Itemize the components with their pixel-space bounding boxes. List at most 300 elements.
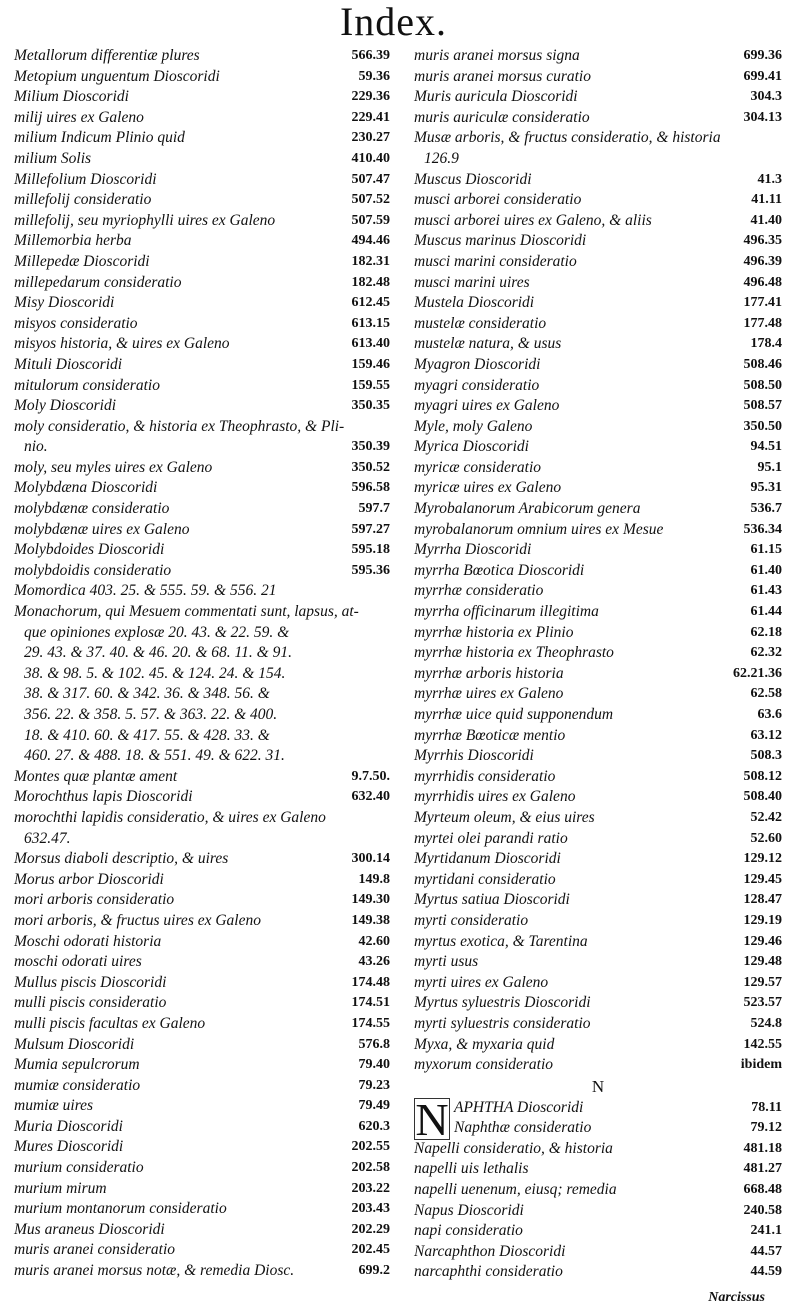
index-entry	[14, 67, 390, 88]
entry-term: myagri uires ex Galeno	[414, 397, 560, 415]
index-entry	[14, 293, 390, 314]
entry-page-ref: 597.27	[351, 521, 390, 537]
entry-term: Narcaphthon Dioscoridi	[414, 1242, 566, 1260]
entry-term: Mures Dioscoridi	[14, 1138, 124, 1156]
entry-page-ref: 494.46	[351, 233, 390, 249]
entry-term: molybdænæ uires ex Galeno	[14, 520, 190, 538]
entry-term: Millefolium Dioscoridi	[14, 170, 157, 188]
entry-page-ref: 595.36	[351, 562, 390, 578]
entry-page-ref: 481.18	[743, 1140, 782, 1156]
entry-term: narcaphthi consideratio	[414, 1263, 563, 1281]
index-entry	[14, 932, 390, 953]
index-entry	[14, 458, 390, 479]
index-entry	[414, 890, 782, 911]
entry-page-ref: 597.7	[358, 501, 390, 517]
entry-page-ref: 61.43	[750, 583, 782, 599]
entry-page-ref: 174.48	[351, 974, 390, 990]
entry-term: myrrhæ uice quid supponendum	[414, 706, 614, 723]
index-entry	[14, 87, 390, 108]
entry-page-ref: 304.3	[750, 89, 782, 105]
entry-page-ref: 508.46	[743, 356, 782, 372]
entry-term: Myrobalanorum Arabicorum genera	[414, 500, 641, 518]
entry-term: mulli piscis consideratio	[14, 994, 167, 1012]
entry-page-ref: 59.36	[358, 68, 390, 84]
entry-term: myrrhæ historia ex Theophrasto	[414, 644, 614, 662]
entry-page-ref: 9.7.50.	[351, 768, 390, 784]
entry-page-ref: 536.7	[750, 501, 782, 517]
entry-term: mustelæ consideratio	[414, 314, 547, 332]
entry-page-ref: 43.26	[358, 954, 390, 970]
entry-term: Montes quæ plantæ ament	[14, 767, 178, 785]
entry-term: Monachorum, qui Mesuem commentati sunt, lapsus, at-	[14, 603, 359, 621]
entry-term: muris aranei consideratio	[14, 1241, 176, 1259]
entry-term: myricæ uires ex Galeno	[414, 479, 562, 497]
entry-page-ref: 62.58	[750, 686, 782, 702]
entry-page-ref: 202.55	[351, 1139, 390, 1155]
entry-term: Mulsum Dioscoridi	[14, 1035, 135, 1053]
index-entry	[14, 355, 390, 376]
index-entry	[414, 1139, 782, 1160]
entry-term: APHTHA Dioscoridi	[454, 1098, 584, 1116]
entry-page-ref: 508.50	[743, 377, 782, 393]
entry-term: millepedarum consideratio	[14, 273, 182, 291]
index-entry	[414, 170, 782, 191]
entry-page-ref: 142.55	[743, 1036, 782, 1052]
entry-page-ref: 177.48	[743, 315, 782, 331]
entry-term: myrrhidis uires ex Galeno	[414, 788, 576, 806]
index-entry	[414, 1159, 782, 1180]
entry-term: Myrrhis Dioscoridi	[414, 747, 534, 765]
index-entry	[414, 1201, 782, 1222]
entry-term: myrtus exotica, & Tarentina	[414, 932, 588, 950]
entry-page-ref: 508.3	[750, 748, 782, 764]
index-entry	[14, 1055, 390, 1076]
entry-page-ref: 229.41	[351, 109, 390, 125]
entry-term: molybdoidis consideratio	[14, 561, 172, 579]
entry-page-ref: 44.57	[750, 1243, 782, 1259]
index-entry	[414, 87, 782, 108]
entry-term: murium consideratio	[14, 1159, 144, 1177]
entry-term: nio.	[24, 438, 48, 456]
entry-page-ref: 159.55	[351, 377, 390, 393]
entry-page-ref: 350.52	[351, 459, 390, 475]
entry-page-ref: 596.58	[351, 480, 390, 496]
entry-page-ref: 613.15	[351, 315, 390, 331]
index-entry	[414, 396, 782, 417]
entry-page-ref: 129.19	[743, 912, 782, 928]
page-title: Index.	[339, 0, 448, 44]
index-entry	[414, 355, 782, 376]
entry-page-ref: 129.12	[743, 851, 782, 867]
index-entry	[414, 1180, 782, 1201]
entry-page-ref: 62.18	[750, 624, 782, 640]
entry-term: Myrtidanum Dioscoridi	[414, 850, 561, 868]
entry-term: myrrhæ arboris historia	[414, 664, 564, 682]
index-entry	[14, 602, 390, 623]
index-entry	[14, 108, 390, 129]
n-section	[414, 1093, 782, 1283]
index-entry	[14, 46, 390, 67]
entry-term: Mus araneus Dioscoridi	[14, 1220, 165, 1238]
entry-term: Myrica Dioscoridi	[414, 438, 529, 456]
entry-page-ref: 699.41	[743, 68, 782, 84]
index-entry	[414, 1118, 782, 1139]
index-entry	[14, 664, 390, 685]
entry-page-ref: 202.58	[351, 1160, 390, 1176]
index-entry	[414, 664, 782, 685]
entry-term: Milium Dioscoridi	[14, 88, 129, 106]
entry-page-ref: 202.45	[351, 1242, 390, 1258]
index-entry	[14, 581, 390, 602]
index-entry	[414, 952, 782, 973]
entry-page-ref: 230.27	[351, 130, 390, 146]
entry-page-ref: 79.23	[358, 1077, 390, 1093]
entry-term: napelli uis lethalis	[414, 1160, 529, 1178]
index-entry	[414, 231, 782, 252]
entry-page-ref: 128.47	[743, 892, 782, 908]
index-entry	[14, 437, 390, 458]
index-entry	[14, 643, 390, 664]
entry-term: myrrhæ uires ex Galeno	[414, 685, 564, 703]
index-entry	[414, 273, 782, 294]
entry-term: Misy Dioscoridi	[14, 294, 115, 312]
entry-term: myrrhæ consideratio	[414, 582, 544, 600]
entry-term: Millepedæ Dioscoridi	[14, 252, 150, 270]
entry-page-ref: 699.36	[743, 48, 782, 63]
index-entry	[14, 911, 390, 932]
entry-page-ref: 41.3	[757, 171, 782, 187]
index-entry	[414, 67, 782, 88]
entry-term: Myagron Dioscoridi	[414, 355, 541, 373]
entry-page-ref: 508.57	[743, 398, 782, 414]
entry-page-ref: 507.59	[351, 212, 390, 228]
index-entry	[14, 314, 390, 335]
entry-page-ref: 613.40	[351, 336, 390, 352]
entry-term: Morus arbor Dioscoridi	[14, 870, 164, 888]
index-entry	[414, 334, 782, 355]
catchword: Narcissus	[708, 1290, 765, 1305]
index-entry	[14, 623, 390, 644]
index-entry	[414, 787, 782, 808]
entry-term: Molybdæna Dioscoridi	[14, 479, 158, 497]
entry-term: myrrhidis consideratio	[414, 767, 556, 785]
index-entry	[14, 520, 390, 541]
index-entry	[14, 1076, 390, 1097]
index-entry	[414, 808, 782, 829]
entry-term: Naphthæ consideratio	[454, 1119, 592, 1137]
entry-term: mori arboris, & fructus uires ex Galeno	[14, 911, 261, 929]
entry-term: musci arborei consideratio	[414, 191, 582, 209]
entry-term: milij uires ex Galeno	[14, 108, 144, 126]
entry-term: Mullus piscis Dioscoridi	[14, 973, 167, 991]
index-entry	[414, 149, 782, 170]
entry-page-ref: 61.15	[750, 542, 782, 558]
index-entry	[414, 849, 782, 870]
entry-term: napi consideratio	[414, 1222, 523, 1240]
entry-term: Myrtus satiua Dioscoridi	[414, 891, 570, 909]
entry-page-ref: 668.48	[743, 1182, 782, 1198]
entry-page-ref: 182.31	[351, 253, 390, 269]
index-entry	[414, 726, 782, 747]
index-entry	[14, 211, 390, 232]
entry-term: Moschi odorati historia	[14, 932, 162, 950]
entry-page-ref: 61.40	[750, 562, 782, 578]
index-entry	[414, 911, 782, 932]
index-entry	[414, 767, 782, 788]
index-entry	[14, 231, 390, 252]
entry-term: myrrha Bœotica Dioscoridi	[414, 561, 585, 579]
index-entry	[14, 252, 390, 273]
entry-page-ref: 496.48	[743, 274, 782, 290]
entry-page-ref: 79.40	[358, 1057, 390, 1073]
entry-page-ref: 62.21.36	[733, 665, 782, 681]
entry-page-ref: 62.32	[750, 645, 782, 661]
entry-term: Metallorum differentiæ plures	[14, 47, 200, 64]
entry-page-ref: 129.45	[743, 871, 782, 887]
entry-term: myrtei olei parandi ratio	[414, 829, 568, 847]
index-entry	[414, 252, 782, 273]
entry-term: muris aranei morsus signa	[414, 47, 580, 64]
index-entry	[414, 561, 782, 582]
index-entry	[14, 540, 390, 561]
entry-page-ref: 350.35	[351, 398, 390, 414]
entry-term: Myrteum oleum, & eius uires	[414, 808, 595, 826]
entry-term: muris auriculæ consideratio	[414, 108, 590, 126]
index-entry	[14, 746, 390, 767]
entry-page-ref: 524.8	[750, 1015, 782, 1031]
entry-term: myrti uires ex Galeno	[414, 973, 549, 991]
entry-term: misyos historia, & uires ex Galeno	[14, 335, 230, 353]
entry-page-ref: 94.51	[750, 439, 782, 455]
entry-page-ref: 508.12	[743, 768, 782, 784]
entry-page-ref: 507.47	[351, 171, 390, 187]
section-letter: N	[591, 1076, 605, 1096]
entry-page-ref: 566.39	[351, 48, 390, 63]
index-entry	[414, 1055, 782, 1076]
entry-page-ref: 523.57	[743, 995, 782, 1011]
index-entry	[14, 973, 390, 994]
entry-term: Metopium unguentum Dioscoridi	[14, 67, 220, 85]
entry-page-ref: 182.48	[351, 274, 390, 290]
entry-page-ref: 202.29	[351, 1221, 390, 1237]
index-entry	[14, 849, 390, 870]
entry-term: mumiæ consideratio	[14, 1076, 141, 1094]
entry-page-ref: 52.42	[750, 809, 782, 825]
entry-page-ref: 350.50	[743, 418, 782, 434]
entry-term: mumiæ uires	[14, 1097, 94, 1115]
entry-term: Molybdoides Dioscoridi	[14, 541, 165, 559]
index-entry	[414, 684, 782, 705]
entry-term: myrti syluestris consideratio	[414, 1014, 591, 1032]
entry-page-ref: 149.38	[351, 912, 390, 928]
index-entry	[414, 1098, 782, 1119]
entry-term: que opiniones explosæ 20. 43. & 22. 59. &	[24, 623, 290, 641]
entry-page-ref: 63.6	[757, 707, 782, 722]
entry-term: mustelæ natura, & usus	[414, 335, 562, 353]
entry-term: moly consideratio, & historia ex Theophrasto, & Pli-	[14, 417, 345, 435]
entry-page-ref: 507.52	[351, 192, 390, 208]
entry-term: myrrha officinarum illegitima	[414, 603, 599, 621]
entry-page-ref: 42.60	[358, 933, 390, 949]
entry-term: Momordica 403. 25. & 555. 59. & 556. 21	[14, 582, 277, 600]
index-entry	[14, 1096, 390, 1117]
entry-term: napelli uenenum, eiusq; remedia	[414, 1181, 617, 1199]
index-entry	[414, 993, 782, 1014]
entry-page-ref: 350.39	[351, 439, 390, 455]
entry-term: Morsus diaboli descriptio, & uires	[14, 850, 229, 868]
entry-term: Mumia sepulcrorum	[14, 1056, 140, 1074]
index-entry	[414, 1035, 782, 1056]
index-entry	[14, 478, 390, 499]
index-entry	[414, 520, 782, 541]
entry-term: Mituli Dioscoridi	[14, 355, 123, 373]
entry-term: milium Indicum Plinio quid	[14, 129, 185, 147]
entry-page-ref: 177.41	[743, 295, 782, 311]
entry-term: millefolij, seu myriophylli uires ex Galeno	[14, 211, 276, 229]
entry-page-ref: 300.14	[351, 851, 390, 867]
entry-term: Mustela Dioscoridi	[414, 294, 535, 312]
entry-page-ref: 595.18	[351, 542, 390, 558]
entry-term: Muria Dioscoridi	[14, 1117, 123, 1135]
entry-page-ref: 203.43	[351, 1201, 390, 1217]
index-entry	[414, 190, 782, 211]
entry-term: musci arborei uires ex Galeno, & aliis	[414, 211, 652, 229]
entry-page-ref: 149.30	[351, 892, 390, 908]
index-entry	[14, 1158, 390, 1179]
entry-term: Muscus Dioscoridi	[414, 170, 532, 188]
entry-term: Muscus marinus Dioscoridi	[414, 232, 587, 250]
index-entry	[414, 1262, 782, 1283]
entry-term: myxorum consideratio	[414, 1056, 554, 1074]
index-entry	[414, 746, 782, 767]
entry-term: myrti usus	[414, 953, 479, 971]
index-entry	[14, 1220, 390, 1241]
entry-page-ref: 612.45	[351, 295, 390, 311]
entry-page-ref: 52.60	[750, 830, 782, 846]
index-entry	[414, 437, 782, 458]
entry-page-ref: 241.1	[750, 1223, 782, 1239]
index-entry	[414, 314, 782, 335]
entry-term: myrtidani consideratio	[414, 870, 556, 888]
index-entry	[14, 993, 390, 1014]
entry-term: misyos consideratio	[14, 314, 138, 332]
index-entry	[14, 726, 390, 747]
index-entry	[414, 108, 782, 129]
index-entry	[14, 1199, 390, 1220]
entry-term: Moly Dioscoridi	[14, 397, 117, 415]
entry-term: 38. & 98. 5. & 102. 45. & 124. 24. & 154.	[24, 664, 286, 682]
index-entry	[14, 170, 390, 191]
entry-term: murium mirum	[14, 1179, 107, 1197]
entry-page-ref: 536.34	[743, 521, 782, 537]
entry-page-ref: 61.44	[750, 604, 782, 620]
entry-page-ref: 240.58	[743, 1202, 782, 1218]
entry-term: muris aranei morsus curatio	[414, 67, 591, 85]
entry-page-ref: 174.51	[351, 995, 390, 1011]
index-entry	[14, 808, 390, 829]
entry-term: mori arboris consideratio	[14, 891, 175, 909]
index-entry	[414, 643, 782, 664]
entry-term: Myxa, & myxaria quid	[414, 1035, 555, 1053]
entry-term: morochthi lapidis consideratio, & uires ex Galeno	[14, 808, 326, 826]
index-column-right	[414, 46, 782, 1283]
entry-page-ref: 229.36	[351, 89, 390, 105]
index-entry	[414, 973, 782, 994]
index-entry	[14, 376, 390, 397]
index-entry	[14, 1261, 390, 1282]
index-entry	[14, 128, 390, 149]
index-entry	[414, 478, 782, 499]
entry-page-ref: 95.1	[757, 459, 782, 475]
entry-page-ref: 78.11	[751, 1099, 782, 1115]
entry-term: 18. & 410. 60. & 417. 55. & 428. 33. &	[24, 726, 270, 744]
index-entry	[14, 1240, 390, 1261]
entry-term: 29. 43. & 37. 40. & 46. 20. & 68. 11. & 91.	[24, 644, 292, 662]
index-entry	[14, 149, 390, 170]
index-entry	[14, 273, 390, 294]
index-entry	[414, 1014, 782, 1035]
index-entry	[14, 417, 390, 438]
entry-term: Millemorbia herba	[14, 232, 132, 250]
index-entry	[14, 396, 390, 417]
entry-term: mulli piscis facultas ex Galeno	[14, 1014, 206, 1032]
index-entry	[14, 1014, 390, 1035]
index-entry	[414, 128, 782, 149]
index-column-left	[14, 46, 390, 1282]
entry-term: Muris auricula Dioscoridi	[414, 88, 578, 106]
entry-term: 460. 27. & 488. 18. & 551. 49. & 622. 31.	[24, 747, 285, 765]
index-entry	[414, 870, 782, 891]
entry-term: 356. 22. & 358. 5. 57. & 363. 22. & 400.	[24, 706, 278, 723]
entry-page-ref: 410.40	[351, 150, 390, 166]
index-entry	[14, 499, 390, 520]
index-entry	[414, 458, 782, 479]
index-entry	[414, 829, 782, 850]
entry-term: Napelli consideratio, & historia	[414, 1139, 613, 1157]
entry-page-ref: 304.13	[743, 109, 782, 125]
index-entry	[14, 561, 390, 582]
entry-term: musci marini consideratio	[414, 252, 577, 270]
index-entry	[414, 293, 782, 314]
entry-term: myagri consideratio	[414, 376, 540, 394]
index-entry	[414, 623, 782, 644]
index-entry	[414, 499, 782, 520]
entry-term: 632.47.	[24, 829, 71, 847]
index-entry	[14, 1035, 390, 1056]
index-entry	[14, 334, 390, 355]
entry-page-ref: 178.4	[750, 336, 782, 352]
entry-page-ref: 41.40	[750, 212, 782, 228]
index-entry	[14, 829, 390, 850]
entry-term: myrobalanorum omnium uires ex Mesue	[414, 520, 664, 538]
index-entry	[414, 1221, 782, 1242]
entry-term: milium Solis	[14, 149, 92, 167]
entry-page-ref: 576.8	[358, 1036, 390, 1052]
entry-page-ref: 632.40	[351, 789, 390, 805]
entry-term: molybdænæ consideratio	[14, 500, 170, 518]
entry-term: Morochthus lapis Dioscoridi	[14, 788, 193, 806]
index-entry	[414, 417, 782, 438]
index-entry	[14, 705, 390, 726]
index-entry	[14, 684, 390, 705]
entry-page-ref: 203.22	[351, 1180, 390, 1196]
entry-page-ref: 159.46	[351, 356, 390, 372]
entry-term: myrrhæ historia ex Plinio	[414, 623, 574, 641]
entry-page-ref: 41.11	[751, 192, 782, 208]
index-entry	[414, 932, 782, 953]
index-entry	[414, 705, 782, 726]
entry-page-ref: 620.3	[358, 1118, 390, 1134]
